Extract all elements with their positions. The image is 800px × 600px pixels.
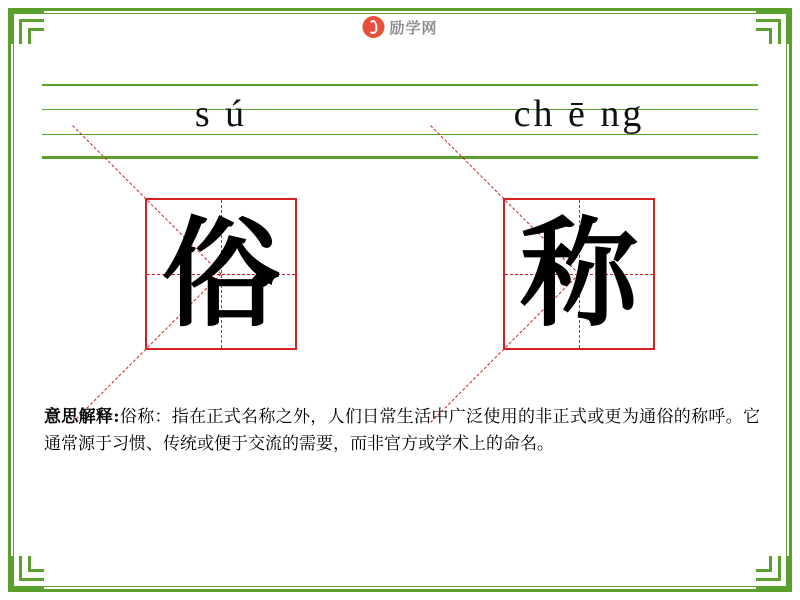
corner-ornament-icon — [756, 10, 790, 44]
character-grid-box — [503, 198, 655, 350]
explanation-block — [44, 404, 760, 458]
corner-ornament-icon — [10, 10, 44, 44]
explanation-text: 俗称：指在正式名称之外，人们日常生活中广泛使用的非正式或更为通俗的称呼。它通常源于习惯、传统或便于交流的需要，而非官方或学术上的命名。 — [44, 407, 761, 455]
pinyin-row — [42, 84, 758, 144]
explanation-label: 意思解释: — [44, 407, 120, 427]
pinyin-syllable: s ú — [194, 93, 248, 135]
character-glyph: 称 — [519, 204, 638, 343]
site-logo-text: 励学网 — [389, 18, 438, 37]
character-grid-box — [145, 198, 297, 350]
corner-ornament-icon — [10, 556, 44, 590]
character-row — [42, 198, 758, 358]
corner-ornament-icon — [756, 556, 790, 590]
character-cell — [400, 198, 758, 358]
character-cell — [42, 198, 400, 358]
pinyin-syllable: ch ē ng — [513, 93, 645, 135]
site-logo — [362, 16, 437, 38]
character-glyph: 俗 — [161, 204, 280, 343]
swirl-logo-icon — [362, 16, 384, 38]
